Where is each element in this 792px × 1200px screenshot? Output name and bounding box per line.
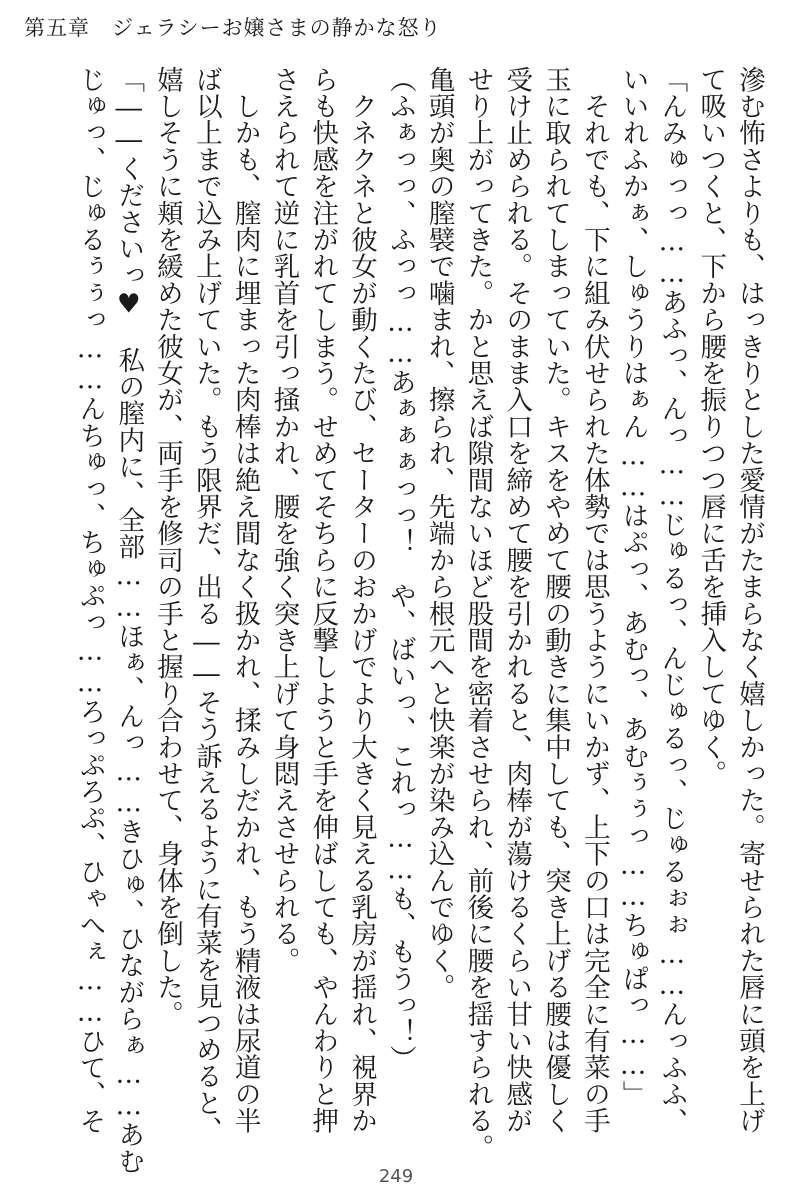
text-column: しかも、膣肉に埋まった肉棒は絶え間なく扱かれ、揉みしだかれ、もう精液は尿道の半 [229,66,261,1134]
text-column: 嬉しそうに頬を緩めた彼女が、両手を修司の手と握り合わせて、身体を倒した。 [152,66,184,1028]
text-column: （ふぁっっ、ふっっ……あぁぁぁっっ！ や、ばいっ、これっ……も、もうっ！） [384,66,416,1072]
body-text [70,66,768,1175]
text-column: 「――くださいっ♥ 私の膣内に、全部……ほぁ、んっ……きひゅ、ひながらぁ……あむ [113,66,145,1175]
text-column: じゅっ、じゅるぅぅっ……んちゅっ、ちゅぷっ……ろっぷろぷ、ひゃへぇ……ひて、そ [74,66,106,1135]
text-column: 玉に取られてしまっていた。キスをやめて腰の動きに集中しても、突き上げる腰は優しく [540,66,572,1134]
text-column: さえられて逆に乳首を引っ掻かれ、腰を強く突き上げて身悶えさせられる。 [268,66,300,974]
text-column: いいれふかぁ、しゅうりはぁん……はぷっ、あむっ、あむぅぅっ……ちゅぱっ……」 [617,66,649,1108]
text-column: て吸いつくと、下から腰を振りつつ唇に舌を挿入してゆく。 [695,66,727,787]
text-column: 「んみゅっっ……あふっ、んっ……じゅるっ、んじゅるっ、じゅるぉぉ……んっふふ、 [656,66,688,1135]
text-column: 受け止められる。そのまま入口を締めて腰を引かれると、肉棒が蕩けるくらい甘い快感が [501,66,533,1134]
text-column: ば以上まで込み上げていた。もう限界だ、出る――そう訴えるように有菜を見つめると、 [190,66,222,1143]
page-number: 249 [378,1166,414,1187]
text-column: 滲む怖さよりも、はっきりとした愛情がたまらなく嬉しかった。寄せられた唇に頭を上げ [734,66,765,1134]
text-column: せり上がってきた。かと思えば隙間ないほど股間を密着させられ、前後に腰を揺すられる。 [462,66,494,1161]
text-column: 亀頭が奥の膣襞で噛まれ、擦られ、先端から根元へと快楽が染み込んでゆく。 [423,66,455,1001]
text-column: それでも、下に組み伏せられた体勢では思うようにいかず、上下の口は完全に有菜の手 [578,66,610,1134]
text-column: らも快感を注がれてしまう。せめてそちらに反撃しようと手を伸ばしても、やんわりと押 [307,66,339,1134]
chapter-header: 第五章 ジェラシーお嬢さまの静かな怒り [24,16,442,40]
text-column: クネクネと彼女が動くたび、セーターのおかげでより大きく見える乳房が揺れ、視界か [346,66,378,1134]
